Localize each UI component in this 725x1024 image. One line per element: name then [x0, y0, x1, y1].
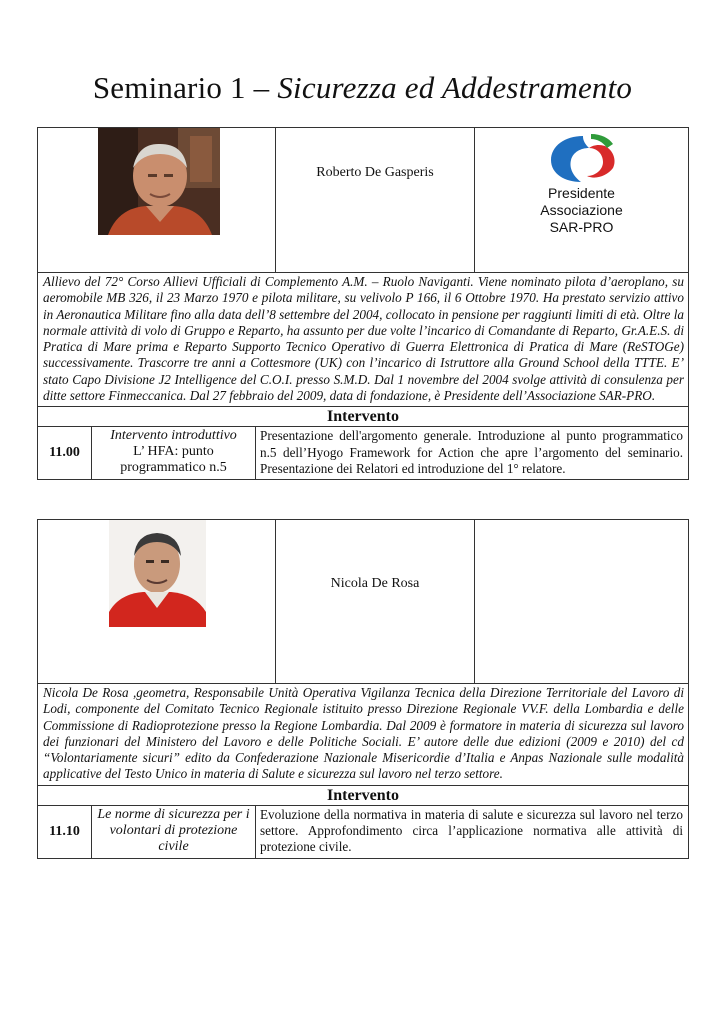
caption-line-2: Associazione — [540, 202, 623, 218]
topic-italic: Le norme di sicurezza per i volontari di protezione civile — [97, 806, 250, 854]
speaker-photo-cell — [38, 520, 276, 684]
speaker-name: Nicola De Rosa — [330, 576, 420, 591]
speaker-name: Roberto De Gasperis — [316, 165, 434, 180]
page-title — [0, 70, 725, 106]
session-description: Presentazione dell'argomento generale. Introduzione al punto programmatico n.5 dell’Hyogo Framework for Action che apre l’argomento del seminario. Presentazione dei Relatori ed introduzione del 1° relatore. — [256, 427, 689, 480]
intervento-heading: Intervento — [38, 407, 689, 427]
sarpro-caption — [475, 185, 688, 236]
empty-cell — [475, 520, 689, 684]
speaker-bio: Nicola De Rosa ,geometra, Responsabile Unità Operativa Vigilanza Tecnica della Direzione Territoriale del Lavoro di Lodi, componente del Comitato Tecnico Regionale istituito presso Direzione Regionale VV.F. della Lombardia e delle Commissione di Radioprotezione presso la Regione Lombardia. Dal 2009 è formatore in materia di sicurezza sul lavoro dei funzionari del Ministero del Lavoro e delle Politiche Sociali. E’ autore delle due edizioni (2009 e 2010) del cd “Volontariamente sicuri” edito da Confederazione Nazionale Misericordie d’Italia e Anpas Nazionale sulle modalità applicative del Testo Unico in materia di Salute e sicurezza sul lavoro nel terzo settore. — [38, 684, 689, 786]
session-time: 11.10 — [38, 805, 92, 858]
intervento-heading: Intervento — [38, 785, 689, 805]
caption-line-3: SAR-PRO — [549, 219, 614, 235]
session-topic — [92, 427, 256, 480]
title-subtitle: Sicurezza ed Addestramento — [277, 70, 633, 105]
speaker-bio: Allievo del 72° Corso Allievi Ufficiali di Complemento A.M. – Ruolo Naviganti. Viene nominato pilota d’aeroplano, su aeromobile MB 326, il 23 Marzo 1970 e pilota militare, su velivolo P 166, il 6 Ottobre 1970. Ha prestato servizio attivo in Aeronautica Militare fino alla data dell’8 settembre del 2004, collocato in pensione per raggiunti limiti di età. Oltre la normale attività di volo di Gruppo e Reparto, ha assunto per due volte l’incarico di Comandante di Reparto, Gr.A.E.S. di Pratica di Mare prima e Reparto Supporto Tecnico Operativo di Guerra Elettronica di Pratica di Mare (ReSTOGe) successivamente. Trascorre tre anni a Cottesmore (UK) con l’incarico di Istruttore alla Ground School della TTTE. E’ stato Capo Divisione J2 Intelligence del C.O.I. presso S.M.D. Dal 1 novembre del 2004 svolge attività di consulenza per ditte settore Finmeccanica. Dal 27 febbraio del 2009, data di fondazione, è Presidente dell’Associazione SAR-PRO. — [38, 273, 689, 407]
speaker-name-cell — [276, 520, 475, 684]
speaker-block-1 — [37, 127, 688, 480]
speaker-block-2 — [37, 519, 688, 859]
speaker-photo-cell — [38, 128, 276, 273]
session-description: Evoluzione della normativa in materia di salute e sicurezza sul lavoro nel terzo settore. Approfondimento circa l’applicazione normativa alle attività di protezione civile. — [256, 805, 689, 858]
speaker-name-cell — [276, 128, 475, 273]
speaker-photo-nicola — [109, 520, 206, 627]
speaker-photo-roberto — [98, 128, 220, 235]
topic-plain: L’ HFA: punto programmatico n.5 — [120, 444, 227, 476]
title-main: Seminario 1 – — [92, 70, 278, 105]
session-topic — [92, 805, 256, 858]
sarpro-logo-icon — [543, 130, 623, 186]
caption-line-1: Presidente — [548, 185, 615, 201]
topic-italic: Intervento introduttivo — [110, 428, 237, 444]
session-time: 11.00 — [38, 427, 92, 480]
sarpro-logo-cell — [475, 128, 689, 273]
